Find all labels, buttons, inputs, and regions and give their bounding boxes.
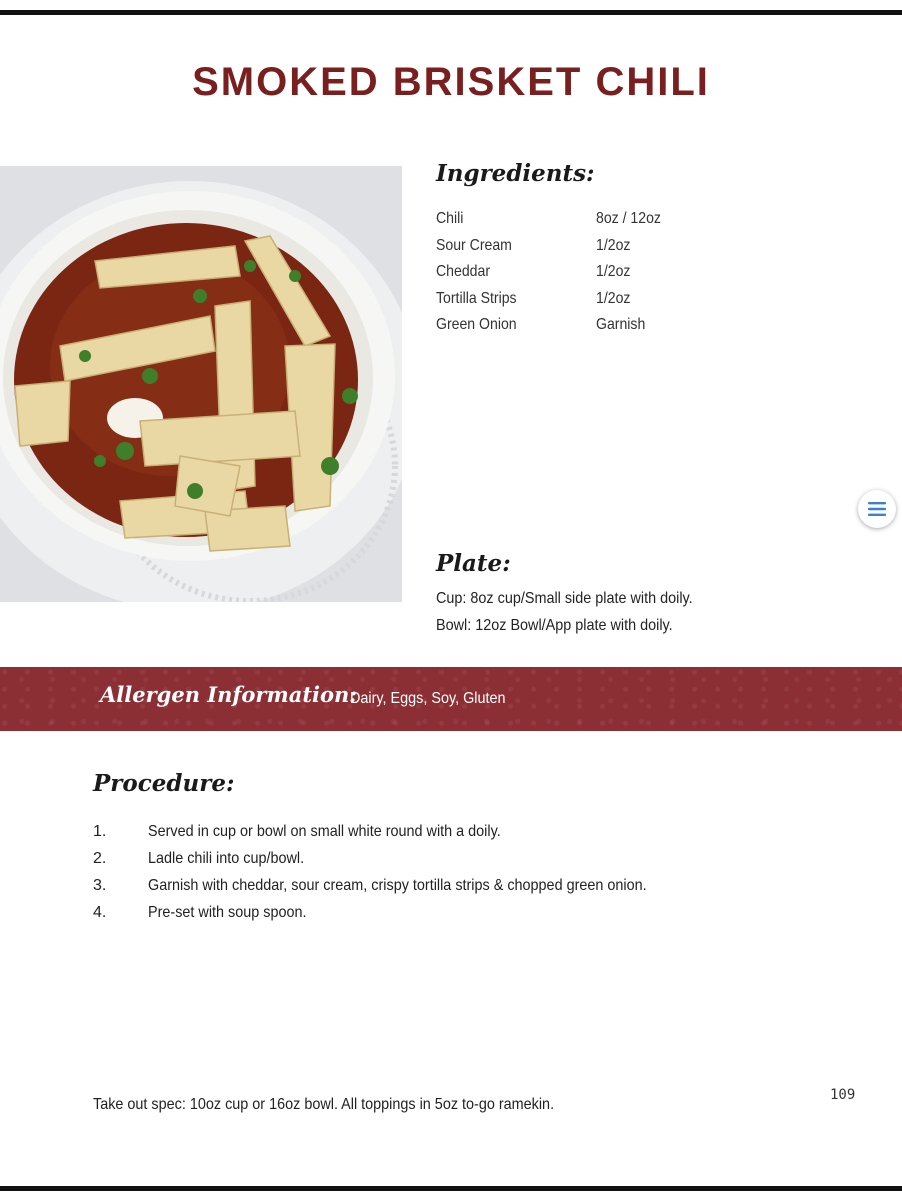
chili-bowl-image [0, 166, 402, 602]
ingredient-amount: 1/2oz [596, 263, 631, 281]
ingredient-amount: 1/2oz [596, 289, 631, 307]
ingredient-amount: 1/2oz [596, 236, 631, 254]
step-text: Pre-set with soup spoon. [148, 904, 307, 921]
ingredient-row [436, 286, 736, 313]
step-number: 3. [93, 877, 107, 894]
ingredient-row [436, 259, 736, 286]
step-text: Garnish with cheddar, sour cream, crispy tortilla strips & chopped green onion. [148, 877, 647, 894]
list-icon [867, 501, 887, 517]
top-border [0, 10, 902, 15]
ingredient-amount: 8oz / 12oz [596, 210, 661, 228]
plate-bowl-line: Bowl: 12oz Bowl/App plate with doily. [436, 617, 673, 634]
step-number: 4. [93, 904, 107, 921]
bottom-border [0, 1186, 902, 1191]
ingredient-row [436, 206, 736, 233]
ingredient-name: Cheddar [436, 263, 491, 281]
recipe-title: SMOKED BRISKET CHILI [192, 60, 710, 104]
ingredient-row [436, 312, 736, 339]
menu-button[interactable] [858, 490, 896, 528]
allergen-label: Allergen Information: [100, 682, 358, 707]
ingredient-name: Tortilla Strips [436, 289, 517, 307]
ingredient-name: Green Onion [436, 316, 517, 334]
step-text: Ladle chili into cup/bowl. [148, 850, 305, 867]
plate-cup-line: Cup: 8oz cup/Small side plate with doily. [436, 590, 693, 607]
page-number: 109 [830, 1087, 856, 1103]
allergen-value: Dairy, Eggs, Soy, Gluten [350, 690, 506, 707]
takeout-spec: Take out spec: 10oz cup or 16oz bowl. All toppings in 5oz to-go ramekin. [93, 1096, 555, 1113]
step-number: 2. [93, 850, 107, 867]
ingredient-amount: Garnish [596, 316, 646, 334]
recipe-photo [0, 166, 402, 602]
ingredient-name: Chili [436, 210, 464, 228]
step-text: Served in cup or bowl on small white round with a doily. [148, 823, 501, 840]
ingredient-row [436, 233, 736, 260]
plate-heading: Plate: [436, 550, 511, 577]
step-number: 1. [93, 823, 107, 840]
ingredients-table [436, 206, 736, 339]
ingredient-name: Sour Cream [436, 236, 512, 254]
ingredients-heading: Ingredients: [436, 160, 595, 187]
procedure-heading: Procedure: [93, 770, 235, 797]
